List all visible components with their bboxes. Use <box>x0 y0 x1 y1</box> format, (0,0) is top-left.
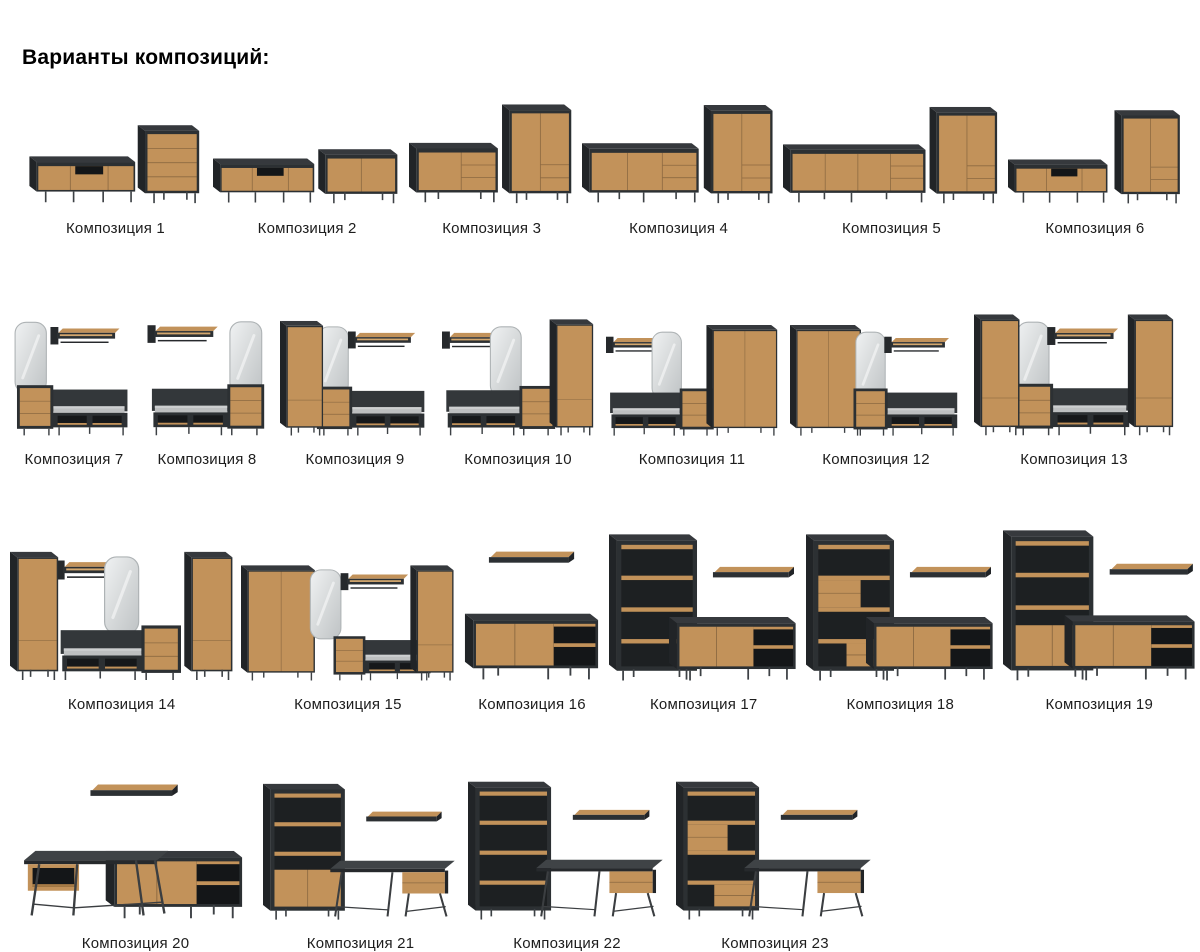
composition-image <box>409 96 574 208</box>
composition-image <box>582 96 775 208</box>
wide-wardrobe <box>706 325 777 436</box>
hanger-shelf <box>50 327 119 344</box>
hallway-bench <box>152 384 264 435</box>
wall-shelf <box>366 812 441 822</box>
composition-image <box>280 279 430 439</box>
composition-image <box>14 279 134 439</box>
composition-row-4 <box>0 757 1200 952</box>
mirror <box>652 332 681 398</box>
extra-wide-sideboard <box>783 144 926 202</box>
composition-card <box>146 279 268 468</box>
composition-image <box>463 508 602 684</box>
wardrobe <box>10 552 58 680</box>
wall-shelf <box>489 552 574 563</box>
composition-image <box>806 508 995 684</box>
hallway-bench <box>317 387 425 436</box>
composition-label: Композиция 23 <box>721 935 829 952</box>
wide-wardrobe <box>241 565 315 680</box>
composition-image <box>442 279 594 439</box>
composition-image <box>10 508 233 684</box>
wall-shelf <box>781 810 858 820</box>
mirror <box>15 322 46 393</box>
composition-label: Композиция 11 <box>638 451 746 469</box>
wall-shelf <box>1109 564 1192 575</box>
hanger-shelf <box>147 325 217 343</box>
hanger-shelf <box>1047 327 1118 345</box>
composition-image <box>241 508 454 684</box>
mirror <box>856 332 885 398</box>
sideboard <box>318 149 397 203</box>
hallway-bench <box>61 625 181 680</box>
composition-label: Композиция 13 <box>1020 451 1128 469</box>
wardrobe <box>1128 314 1174 435</box>
wardrobe <box>974 314 1020 435</box>
composition-card <box>783 96 1000 237</box>
composition-label: Композиция 22 <box>513 935 621 952</box>
composition-image <box>974 279 1174 439</box>
wardrobe <box>280 321 323 436</box>
composition-card <box>790 279 962 468</box>
page-title: Варианты композиций: <box>22 46 270 70</box>
tall-cabinet <box>1114 110 1180 203</box>
hallway-bench <box>17 385 128 435</box>
composition-card <box>463 508 602 713</box>
wall-shelf <box>910 567 991 578</box>
sideboard-open-section <box>464 614 597 680</box>
composition-row-2 <box>0 279 1200 468</box>
hanger-shelf <box>884 337 949 353</box>
composition-card <box>241 508 454 713</box>
composition-image <box>676 757 874 923</box>
composition-label: Композиция 5 <box>842 220 941 238</box>
composition-label: Композиция 15 <box>294 696 402 714</box>
hallway-bench <box>446 386 555 435</box>
composition-image <box>783 96 1000 208</box>
composition-image <box>213 96 401 208</box>
sideboard-with-drawers <box>409 143 498 203</box>
wardrobe <box>410 565 453 680</box>
catalog-page <box>0 14 1200 952</box>
tall-cabinet <box>704 105 773 203</box>
composition-card <box>280 279 430 468</box>
composition-card <box>676 757 874 952</box>
composition-image <box>1008 96 1182 208</box>
composition-image <box>146 279 268 439</box>
tall-cabinet <box>930 107 998 203</box>
composition-card <box>442 279 594 468</box>
composition-card <box>609 508 798 713</box>
bookcase <box>468 782 551 920</box>
tall-cabinet <box>502 104 571 203</box>
wardrobe <box>550 319 594 435</box>
composition-label: Композиция 17 <box>649 696 758 714</box>
hanger-shelf <box>341 573 409 590</box>
composition-row-3 <box>0 508 1200 713</box>
wide-sideboard <box>582 143 699 202</box>
mirror <box>490 327 521 397</box>
composition-label: Композиция 4 <box>629 220 729 238</box>
bookcase-with-doors <box>263 784 345 920</box>
composition-label: Композиция 1 <box>65 220 165 238</box>
composition-image <box>609 508 798 684</box>
composition-card <box>1008 96 1182 237</box>
composition-label: Композиция 10 <box>464 451 572 469</box>
mirror <box>311 570 342 639</box>
desk-with-drawers <box>330 861 455 917</box>
composition-image <box>1003 508 1196 684</box>
composition-label: Композиция 21 <box>306 935 415 952</box>
composition-card <box>10 508 233 713</box>
hallway-bench <box>1016 384 1129 435</box>
composition-label: Композиция 19 <box>1045 696 1153 714</box>
composition-label: Композиция 8 <box>157 451 257 469</box>
mirror <box>1017 322 1049 394</box>
composition-card <box>26 96 205 237</box>
hallway-bench <box>610 389 714 436</box>
tv-stand <box>213 159 314 203</box>
composition-card <box>582 96 775 237</box>
composition-card <box>14 279 134 468</box>
bookcase-with-panels <box>676 782 759 920</box>
composition-image <box>263 757 458 923</box>
composition-image <box>790 279 962 439</box>
mirror <box>105 557 139 634</box>
wall-shelf <box>90 785 177 796</box>
composition-label: Композиция 6 <box>1045 220 1145 238</box>
composition-card <box>18 757 253 952</box>
composition-label: Композиция 3 <box>442 220 542 238</box>
desk-with-drawers <box>744 860 870 917</box>
composition-card <box>606 279 778 468</box>
composition-image <box>468 757 666 923</box>
composition-card <box>1003 508 1196 713</box>
composition-label: Композиция 2 <box>257 220 357 238</box>
mirror <box>230 322 262 394</box>
composition-card <box>468 757 666 952</box>
desk-with-drawers <box>536 860 662 917</box>
composition-label: Композиция 9 <box>305 451 405 469</box>
composition-label: Композиция 18 <box>846 696 954 714</box>
composition-label: Композиция 20 <box>81 935 190 952</box>
composition-label: Композиция 14 <box>67 696 176 714</box>
composition-label: Композиция 16 <box>478 696 586 714</box>
composition-card <box>263 757 458 952</box>
composition-label: Композиция 12 <box>822 451 930 469</box>
composition-card <box>213 96 401 237</box>
wall-shelf <box>573 810 650 820</box>
hanger-shelf <box>348 332 415 349</box>
composition-card <box>974 279 1174 468</box>
wall-shelf <box>713 567 794 578</box>
composition-image <box>26 96 205 208</box>
composition-label: Композиция 7 <box>24 451 124 469</box>
chest-of-drawers <box>138 125 200 203</box>
tv-stand <box>29 156 135 202</box>
composition-card <box>409 96 574 237</box>
composition-card <box>806 508 995 713</box>
composition-image <box>18 757 253 923</box>
wide-wardrobe <box>790 325 861 436</box>
composition-row-1 <box>0 96 1200 237</box>
wardrobe <box>184 552 232 680</box>
hallway-bench <box>853 389 957 436</box>
composition-image <box>606 279 778 439</box>
tv-stand <box>1008 159 1107 202</box>
